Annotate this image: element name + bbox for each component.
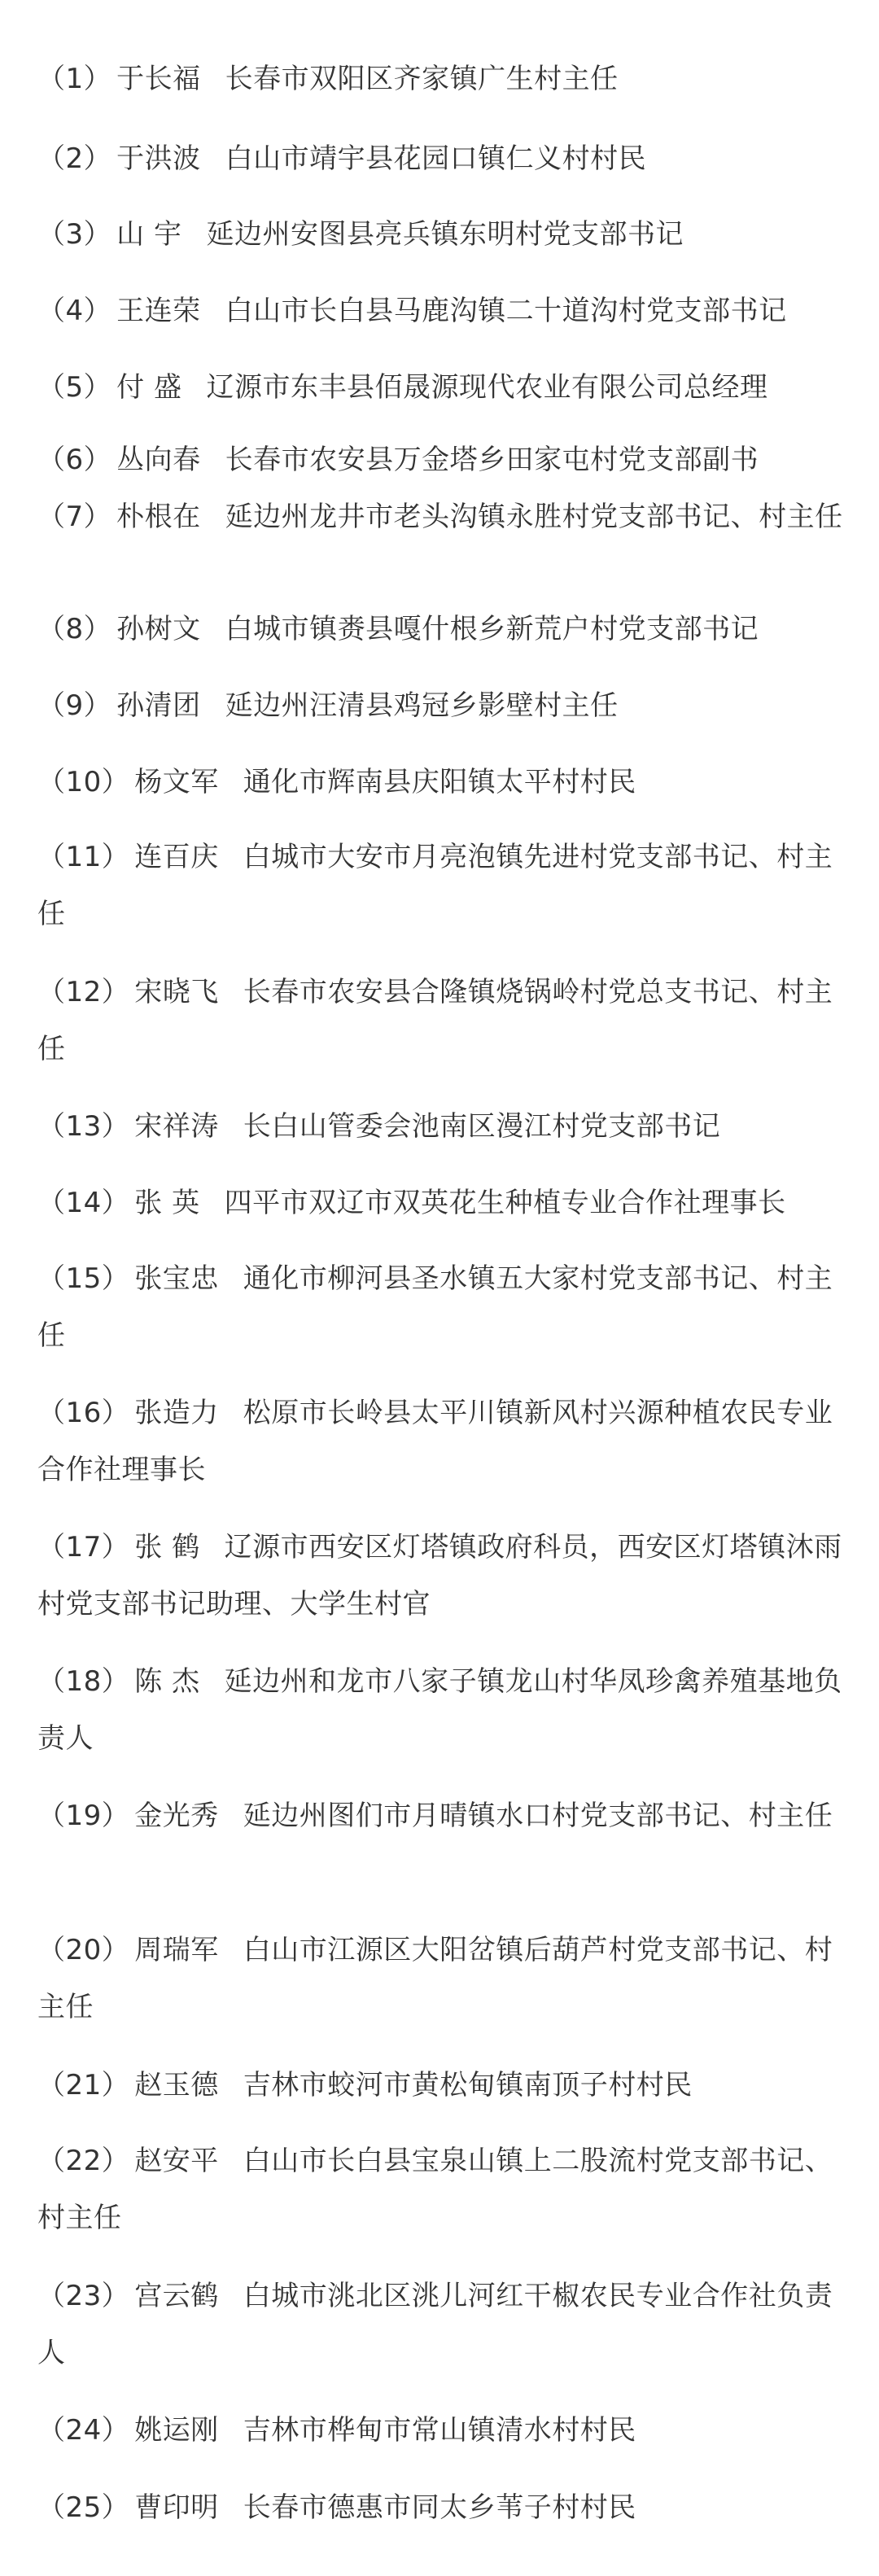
- list-item: [37, 431, 843, 488]
- entry-name: 张 鹤: [134, 1531, 200, 1564]
- list-item: [37, 1384, 843, 1498]
- entry-description: 延边州图们市月晴镇水口村党支部书记、村主任: [243, 1800, 833, 1832]
- entry-name: 杨文军: [134, 766, 219, 798]
- list-item: [37, 1787, 843, 1844]
- entry-name: 张造力: [134, 1397, 219, 1429]
- entry-number: （8）: [37, 613, 112, 645]
- entry-name: 张 英: [134, 1187, 200, 1219]
- list-item: [37, 1174, 843, 1231]
- list-item: [37, 282, 843, 339]
- list-item: [37, 677, 843, 734]
- list-item: [37, 1098, 843, 1155]
- entry-description: 长春市双阳区齐家镇广生村主任: [225, 63, 619, 95]
- entry-description: 白城市镇赉县嘎什根乡新荒户村党支部书记: [225, 613, 759, 645]
- entry-number: （21）: [37, 2069, 130, 2101]
- entry-number: （24）: [37, 2414, 130, 2447]
- entry-name: 赵安平: [134, 2145, 219, 2177]
- entry-number: （11）: [37, 841, 130, 873]
- entry-name: 姚运刚: [134, 2414, 219, 2447]
- entry-number: （12）: [37, 976, 130, 1008]
- list-item: [37, 488, 843, 545]
- entry-number: （17）: [37, 1531, 130, 1564]
- entry-description: 长春市农安县合隆镇烧锅岭村党总支书记、村主任: [37, 976, 833, 1065]
- list-item: [37, 2132, 843, 2246]
- entry-description: 延边州安图县亮兵镇东明村党支部书记: [206, 218, 684, 251]
- entry-name: 付 盛: [116, 371, 182, 404]
- entry-name: 王连荣: [116, 295, 201, 327]
- entry-name: 山 宇: [116, 218, 182, 251]
- entry-description: 白山市长白县马鹿沟镇二十道沟村党支部书记: [225, 295, 787, 327]
- entry-description: 白城市洮北区洮儿河红干椒农民专业合作社负责人: [37, 2280, 833, 2369]
- entry-number: （20）: [37, 1934, 130, 1966]
- entry-name: 孙树文: [116, 613, 201, 645]
- list-item: [37, 2402, 843, 2459]
- entry-name: 宫云鹤: [134, 2280, 219, 2312]
- entry-name: 于长福: [116, 63, 201, 95]
- entry-description: 延边州汪清县鸡冠乡影壁村主任: [225, 689, 619, 722]
- entry-number: （10）: [37, 766, 130, 798]
- list-item: [37, 2268, 843, 2381]
- list-item: [37, 2057, 843, 2114]
- list-item: [37, 1519, 843, 1633]
- entry-number: （5）: [37, 371, 112, 404]
- list-item: [37, 754, 843, 811]
- entry-name: 赵玉德: [134, 2069, 219, 2101]
- entry-number: （7）: [37, 501, 112, 533]
- entry-description: 白山市长白县宝泉山镇上二股流村党支部书记、村主任: [37, 2145, 833, 2234]
- entry-number: （6）: [37, 444, 112, 476]
- entry-description: 延边州和龙市八家子镇龙山村华凤珍禽养殖基地负责人: [37, 1665, 842, 1755]
- entry-description: 长春市德惠市同太乡苇子村村民: [243, 2491, 636, 2524]
- entry-number: （23）: [37, 2280, 130, 2312]
- entry-name: 连百庆: [134, 841, 219, 873]
- entry-number: （19）: [37, 1800, 130, 1832]
- entry-number: （15）: [37, 1262, 130, 1295]
- entry-number: （18）: [37, 1665, 130, 1698]
- entry-number: （3）: [37, 218, 112, 251]
- entry-description: 长白山管委会池南区漫江村党支部书记: [243, 1110, 721, 1143]
- entry-name: 朴根在: [116, 501, 201, 533]
- list-item: [37, 964, 843, 1078]
- entry-name: 宋晓飞: [134, 976, 219, 1008]
- entry-name: 陈 杰: [134, 1665, 200, 1698]
- entry-description: 通化市柳河县圣水镇五大家村党支部书记、村主任: [37, 1262, 833, 1352]
- entry-name: 宋祥涛: [134, 1110, 219, 1143]
- entry-name: 张宝忠: [134, 1262, 219, 1295]
- entry-description: 辽源市西安区灯塔镇政府科员，西安区灯塔镇沐雨村党支部书记助理、大学生村官: [37, 1531, 842, 1620]
- entry-description: 延边州龙井市老头沟镇永胜村党支部书记、村主任: [225, 501, 843, 533]
- entry-number: （1）: [37, 63, 112, 95]
- entry-number: （13）: [37, 1110, 130, 1143]
- entry-name: 金光秀: [134, 1800, 219, 1832]
- list-item: [37, 829, 843, 942]
- list-item: [37, 50, 843, 107]
- entry-number: （9）: [37, 689, 112, 722]
- entry-description: 吉林市桦甸市常山镇清水村村民: [243, 2414, 636, 2447]
- entry-number: （22）: [37, 2145, 130, 2177]
- entry-number: （16）: [37, 1397, 130, 1429]
- list-item: [37, 2479, 843, 2536]
- list-item: [37, 601, 843, 658]
- entry-description: 白山市江源区大阳岔镇后葫芦村党支部书记、村主任: [37, 1934, 833, 2023]
- entry-number: （2）: [37, 142, 112, 175]
- entry-number: （14）: [37, 1187, 130, 1219]
- entry-description: 松原市长岭县太平川镇新风村兴源种植农民专业合作社理事长: [37, 1397, 833, 1486]
- list-item: [37, 206, 843, 263]
- entry-description: 白城市大安市月亮泡镇先进村党支部书记、村主任: [37, 841, 833, 930]
- list-item: [37, 1250, 843, 1364]
- list-item: [37, 130, 843, 187]
- entry-name: 丛向春: [116, 444, 201, 476]
- entry-number: （4）: [37, 295, 112, 327]
- entry-name: 于洪波: [116, 142, 201, 175]
- entry-name: 孙清团: [116, 689, 201, 722]
- entry-description: 四平市双辽市双英花生种植专业合作社理事长: [224, 1187, 786, 1219]
- list-item: [37, 1653, 843, 1767]
- entry-description: 辽源市东丰县佰晟源现代农业有限公司总经理: [206, 371, 768, 404]
- entry-description: 白山市靖宇县花园口镇仁义村村民: [225, 142, 647, 175]
- list-item: [37, 359, 843, 416]
- list-item: [37, 1922, 843, 2036]
- entry-description: 长春市农安县万金塔乡田家屯村党支部副书: [225, 444, 759, 476]
- entry-name: 周瑞军: [134, 1934, 219, 1966]
- entry-description: 通化市辉南县庆阳镇太平村村民: [243, 766, 636, 798]
- entry-name: 曹印明: [134, 2491, 219, 2524]
- entry-description: 吉林市蛟河市黄松甸镇南顶子村村民: [243, 2069, 693, 2101]
- entry-number: （25）: [37, 2491, 130, 2524]
